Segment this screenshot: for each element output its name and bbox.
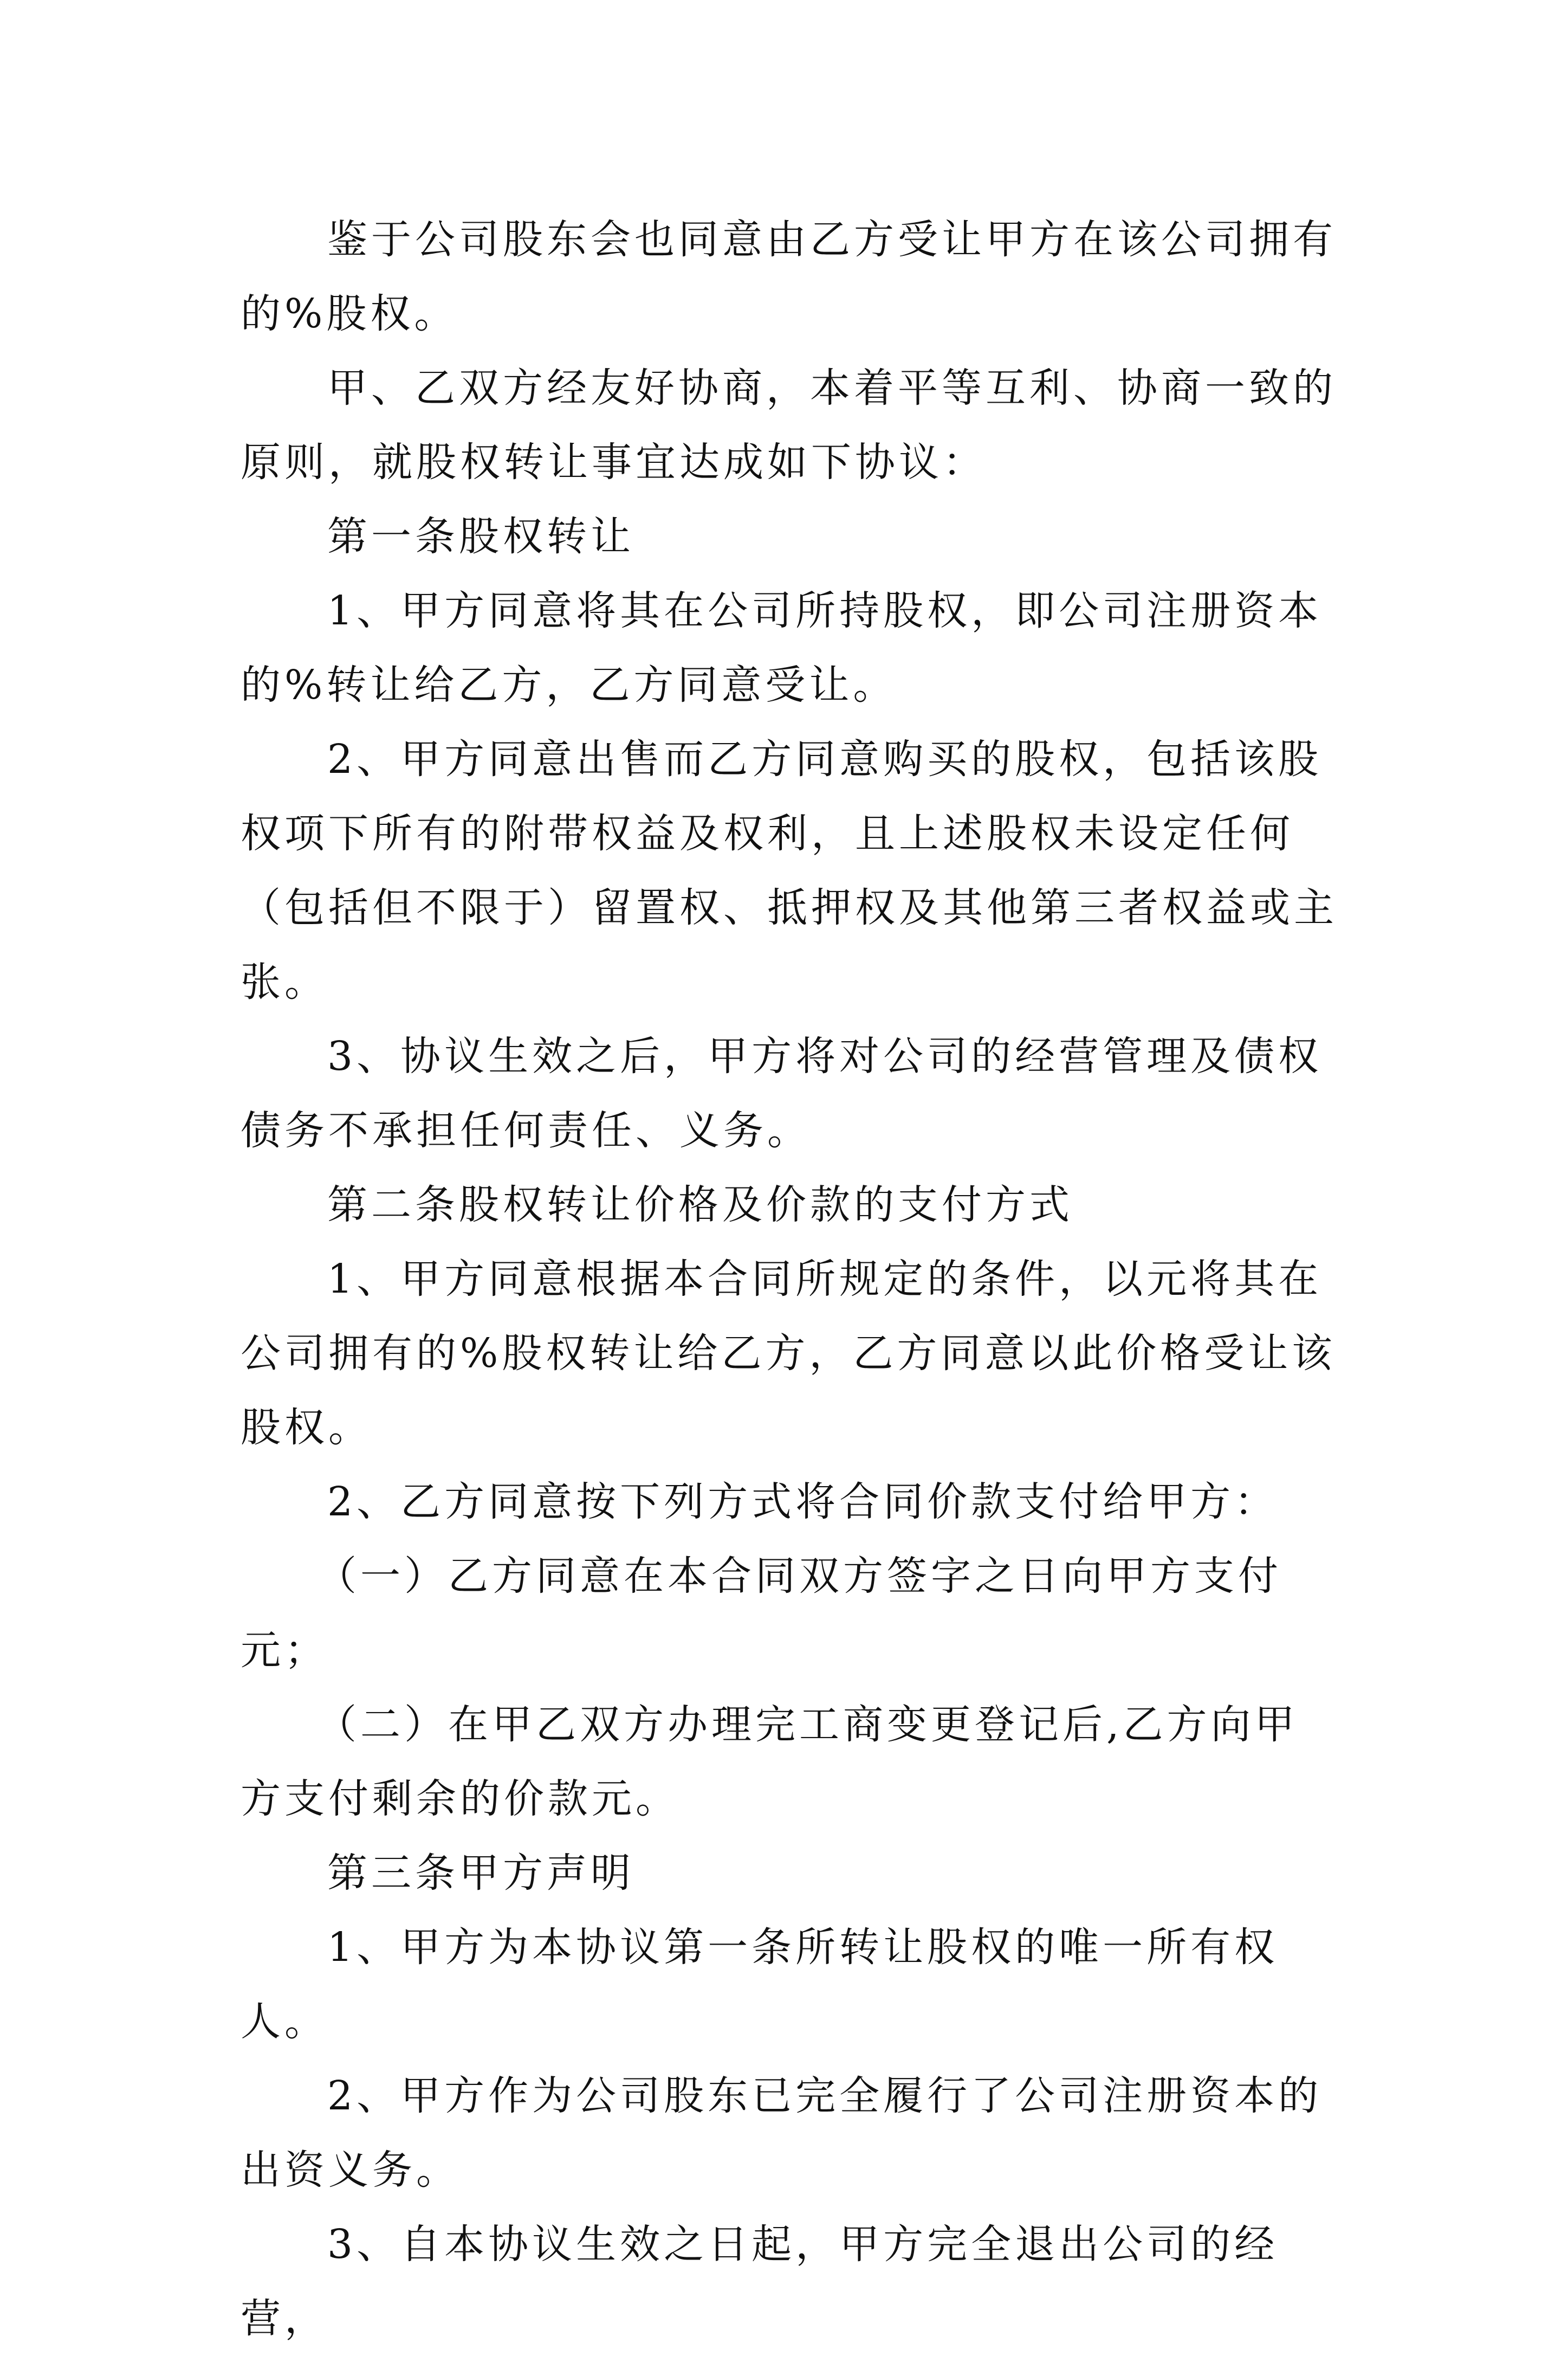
paragraph-article-3-item-2: 2、甲方作为公司股东已完全履行了公司注册资本的出资义务。 bbox=[241, 2073, 1323, 2193]
paragraph-article-1-item-1: 1、甲方同意将其在公司所持股权，即公司注册资本的%转让给乙方，乙方同意受让。 bbox=[241, 588, 1323, 708]
paragraph-article-3-item-1: 1、甲方为本协议第一条所转让股权的唯一所有权人。 bbox=[241, 1924, 1279, 2045]
heading-article-3: 第三条甲方声明 bbox=[327, 1850, 634, 1896]
paragraph-article-3-item-3: 3、自本协议生效之日起，甲方完全退出公司的经营， bbox=[241, 2221, 1279, 2342]
paragraph-article-2-item-1: 1、甲方同意根据本合同所规定的条件，以元将其在公司拥有的%股权转让给乙方，乙方同意以此价格受让该股权。 bbox=[241, 1256, 1336, 1451]
paragraph-article-1-item-2: 2、甲方同意出售而乙方同意购买的股权，包括该股权项下所有的附带权益及权利，且上述股权未设定任何（包括但不限于）留置权、抵押权及其他第三者权益或主张。 bbox=[241, 736, 1338, 1005]
paragraph-article-2-item-2: 2、乙方同意按下列方式将合同价款支付给甲方： bbox=[327, 1479, 1279, 1525]
document-body bbox=[241, 203, 1340, 2356]
paragraph-consent: 鉴于公司股东会也同意由乙方受让甲方在该公司拥有的%股权。 bbox=[241, 216, 1337, 337]
paragraph-article-1-item-3: 3、协议生效之后，甲方将对公司的经营管理及债权债务不承担任何责任、义务。 bbox=[241, 1033, 1323, 1154]
heading-article-1: 第一条股权转让 bbox=[327, 513, 634, 560]
heading-article-2: 第二条股权转让价格及价款的支付方式 bbox=[327, 1182, 1073, 1228]
paragraph-article-2-subitem-2: （二）在甲乙双方办理完工商变更登记后,乙方向甲方支付剩余的价款元。 bbox=[241, 1701, 1299, 1822]
paragraph-negotiation: 甲、乙双方经友好协商，本着平等互利、协商一致的原则，就股权转让事宜达成如下协议： bbox=[241, 365, 1337, 486]
paragraph-article-2-subitem-1: （一）乙方同意在本合同双方签字之日向甲方支付元； bbox=[241, 1553, 1282, 1674]
